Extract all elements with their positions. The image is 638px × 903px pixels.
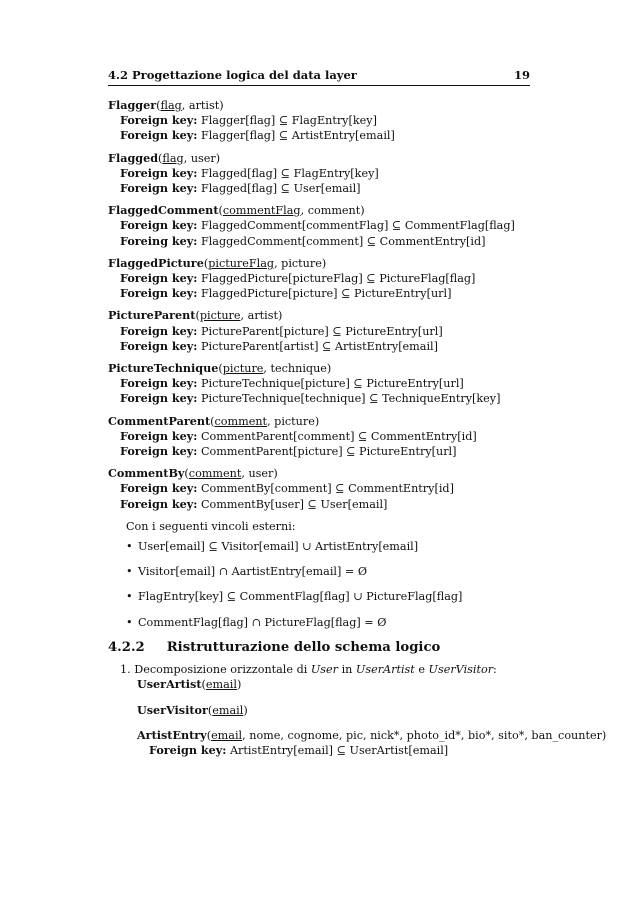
foreign-key-line xyxy=(108,166,548,181)
foreign-key-line xyxy=(108,481,548,496)
foreign-key-text: CommentParent[picture] ⊆ PictureEntry[url] xyxy=(200,445,457,459)
relation-picturetechnique xyxy=(108,361,548,407)
relation-attributes: , picture) xyxy=(267,414,320,428)
relation-attributes: , comment) xyxy=(300,204,365,218)
enum-em-b: UserArtist xyxy=(355,663,415,677)
foreign-key-line xyxy=(108,128,548,143)
constraint-item xyxy=(126,616,548,630)
relation-attributes: , picture) xyxy=(274,256,327,270)
header-title: 4.2 Progettazione logica del data layer xyxy=(108,68,357,82)
relation-signature: UserArtist(email) xyxy=(137,677,242,692)
relation-attributes: , artist) xyxy=(181,99,224,112)
foreign-key-label: Foreign key: xyxy=(120,376,198,391)
foreign-key-label: Foreign key: xyxy=(120,338,198,353)
relation-attributes: ) xyxy=(243,703,248,717)
foreign-key-label: Foreign key: xyxy=(120,481,198,496)
foreign-key-line xyxy=(108,271,548,286)
foreign-key-text: FlaggedComment[commentFlag] ⊆ CommentFlag[flag] xyxy=(200,219,515,233)
relation-attributes: , artist) xyxy=(240,309,283,323)
relation-flagger xyxy=(108,98,548,144)
foreign-key-line xyxy=(108,234,548,249)
relation-signature: PictureParent(picture, artist) xyxy=(108,308,283,323)
relation-name: FlaggedPicture xyxy=(108,255,204,270)
enum-em-a: User xyxy=(310,663,339,677)
foreign-key-label: Foreign key: xyxy=(120,496,198,511)
relation-signature: CommentBy(comment, user) xyxy=(108,466,278,481)
foreign-key-line xyxy=(108,339,548,354)
foreign-key-label: Foreign key: xyxy=(120,218,198,233)
primary-key: email xyxy=(205,678,237,692)
relation-name: PictureTechnique xyxy=(108,361,219,376)
enum-marker: 1. xyxy=(120,663,131,677)
relation-flaggedcomment xyxy=(108,203,548,249)
foreign-key-text: PictureTechnique[technique] ⊆ TechniqueEntry[key] xyxy=(200,392,501,406)
foreign-key-text: CommentBy[comment] ⊆ CommentEntry[id] xyxy=(200,482,454,496)
constraint-text: User[email] ⊆ Visitor[email] ∪ ArtistEntry[email] xyxy=(138,540,419,554)
foreign-key-label: Foreign key: xyxy=(149,742,227,757)
foreign-key-label: Foreign key: xyxy=(120,165,198,180)
enum-text-c: e xyxy=(414,663,429,677)
primary-key: email xyxy=(212,703,244,717)
constraint-text: Visitor[email] ∩ AartistEntry[email] = Ø xyxy=(138,565,368,579)
foreign-key-label: Foreign key: xyxy=(120,444,198,459)
foreign-key-text: FlaggedComment[comment] ⊆ CommentEntry[id] xyxy=(200,234,486,248)
foreign-key-line xyxy=(108,444,548,459)
enum-item-text xyxy=(120,663,548,677)
primary-key: commentFlag xyxy=(222,204,301,218)
page-number: 19 xyxy=(513,68,530,82)
foreign-key-line xyxy=(108,181,548,196)
primary-key: comment xyxy=(188,467,242,481)
relation-name: CommentBy xyxy=(108,466,185,481)
relation-signature: Flagger(flag, artist) xyxy=(108,98,224,112)
relation-name: Flagger xyxy=(108,98,157,112)
relation-signature: PictureTechnique(picture, technique) xyxy=(108,361,332,376)
relation-list xyxy=(108,98,548,512)
constraints-intro: Con i seguenti vincoli esterni: xyxy=(126,519,296,533)
header-rule xyxy=(108,85,530,86)
foreign-key-line xyxy=(108,113,548,128)
foreign-key-text: Flagged[flag] ⊆ FlagEntry[key] xyxy=(200,166,379,180)
foreign-key-label: Foreign key: xyxy=(120,323,198,338)
bullet-icon: • xyxy=(126,590,133,604)
relation-commentparent xyxy=(108,414,548,460)
foreign-key-label: Foreign key: xyxy=(120,128,198,143)
foreign-key-line xyxy=(108,218,548,233)
section-title: Ristrutturazione dello schema logico xyxy=(166,639,441,655)
foreign-key-text: PictureParent[picture] ⊆ PictureEntry[url] xyxy=(200,324,443,338)
foreign-key-line xyxy=(137,743,548,758)
relation-attributes: , technique) xyxy=(263,362,332,376)
relation-flaggedpicture xyxy=(108,256,548,302)
enum-text-a: Decomposizione orizzontale di xyxy=(134,663,311,677)
relation-signature: Flagged(flag, user) xyxy=(108,150,221,165)
foreign-key-label: Foreign key: xyxy=(120,181,198,196)
relation-uservisitor xyxy=(137,703,548,718)
relation-name: PictureParent xyxy=(108,308,196,323)
enum-text-d: : xyxy=(493,663,497,677)
relation-name: CommentParent xyxy=(108,413,211,428)
primary-key: picture xyxy=(222,362,264,376)
foreign-key-label: Foreign key: xyxy=(120,113,198,128)
constraint-list xyxy=(108,540,548,630)
foreign-key-text: CommentBy[user] ⊆ User[email] xyxy=(200,497,388,511)
constraint-text: FlagEntry[key] ⊆ CommentFlag[flag] ∪ PictureFlag[flag] xyxy=(138,590,463,604)
section-heading xyxy=(108,641,548,655)
bullet-icon: • xyxy=(126,615,133,629)
relation-signature: ArtistEntry(email, nome, cognome, pic, nick*, photo_id*, bio*, sito*, ban_counter) xyxy=(137,727,607,742)
foreign-key-line xyxy=(108,286,548,301)
constraint-text: CommentFlag[flag] ∩ PictureFlag[flag] = Ø xyxy=(138,615,387,629)
foreign-key-label: Foreign key: xyxy=(120,428,198,443)
relation-attributes: ) xyxy=(236,678,242,692)
constraint-item xyxy=(126,540,548,554)
bullet-icon: • xyxy=(126,565,133,579)
relation-signature: CommentParent(comment, picture) xyxy=(108,413,320,428)
relation-attributes: , user) xyxy=(183,151,221,165)
foreign-key-label: Foreing key: xyxy=(120,233,198,248)
relation-name: Flagged xyxy=(108,150,159,165)
page-body xyxy=(108,98,607,768)
foreign-key-text: FlaggedPicture[picture] ⊆ PictureEntry[url] xyxy=(200,287,452,301)
foreign-key-text: CommentParent[comment] ⊆ CommentEntry[id] xyxy=(200,429,477,443)
primary-key: pictureFlag xyxy=(208,256,275,270)
foreign-key-line xyxy=(108,429,548,444)
relation-pictureparent xyxy=(108,308,548,354)
relation-name: ArtistEntry xyxy=(137,727,207,742)
foreign-key-line xyxy=(108,376,548,391)
foreign-key-label: Foreign key: xyxy=(120,391,198,406)
primary-key: picture xyxy=(199,309,241,323)
enum-text-b: in xyxy=(338,663,356,677)
relation-name: UserArtist xyxy=(137,677,202,692)
foreign-key-text: PictureTechnique[picture] ⊆ PictureEntry[url] xyxy=(200,377,464,391)
foreign-key-text: ArtistEntry[email] ⊆ UserArtist[email] xyxy=(229,743,449,757)
enum-em-c: UserVisitor xyxy=(428,663,494,677)
constraint-item xyxy=(126,590,548,604)
relation-name: UserVisitor xyxy=(137,702,208,717)
relation-commentby xyxy=(108,466,548,512)
foreign-key-line xyxy=(108,497,548,512)
foreign-key-text: PictureParent[artist] ⊆ ArtistEntry[email] xyxy=(200,339,438,353)
relation-signature: FlaggedPicture(pictureFlag, picture) xyxy=(108,255,327,270)
relation-name: FlaggedComment xyxy=(108,203,219,218)
bullet-icon: • xyxy=(126,540,133,554)
running-header xyxy=(108,68,530,82)
relation-userartist xyxy=(137,677,548,692)
relation-attributes: , nome, cognome, pic, nick*, photo_id*, bio*, sito*, ban_counter) xyxy=(242,728,607,742)
primary-key: comment xyxy=(214,414,268,428)
foreign-key-line xyxy=(108,391,548,406)
relation-signature: FlaggedComment(commentFlag, comment) xyxy=(108,203,365,218)
foreign-key-line xyxy=(108,324,548,339)
enumerated-item xyxy=(108,663,607,758)
primary-key: flag xyxy=(162,151,184,165)
relation-flagged xyxy=(108,151,548,197)
constraint-item xyxy=(126,565,548,579)
section-number: 4.2.2 xyxy=(108,639,145,655)
primary-key: flag xyxy=(160,99,182,112)
relation-signature: UserVisitor(email) xyxy=(137,702,248,717)
primary-key: email xyxy=(211,728,243,742)
foreign-key-label: Foreign key: xyxy=(120,286,198,301)
relation-artistentry xyxy=(137,727,607,758)
foreign-key-text: FlaggedPicture[pictureFlag] ⊆ PictureFlag[flag] xyxy=(200,272,476,286)
foreign-key-text: Flagged[flag] ⊆ User[email] xyxy=(200,182,361,196)
relation-attributes: , user) xyxy=(241,467,278,481)
foreign-key-text: Flagger[flag] ⊆ ArtistEntry[email] xyxy=(200,129,395,143)
foreign-key-text: Flagger[flag] ⊆ FlagEntry[key] xyxy=(200,114,377,128)
foreign-key-label: Foreign key: xyxy=(120,271,198,286)
sub-relation-list xyxy=(120,677,607,758)
